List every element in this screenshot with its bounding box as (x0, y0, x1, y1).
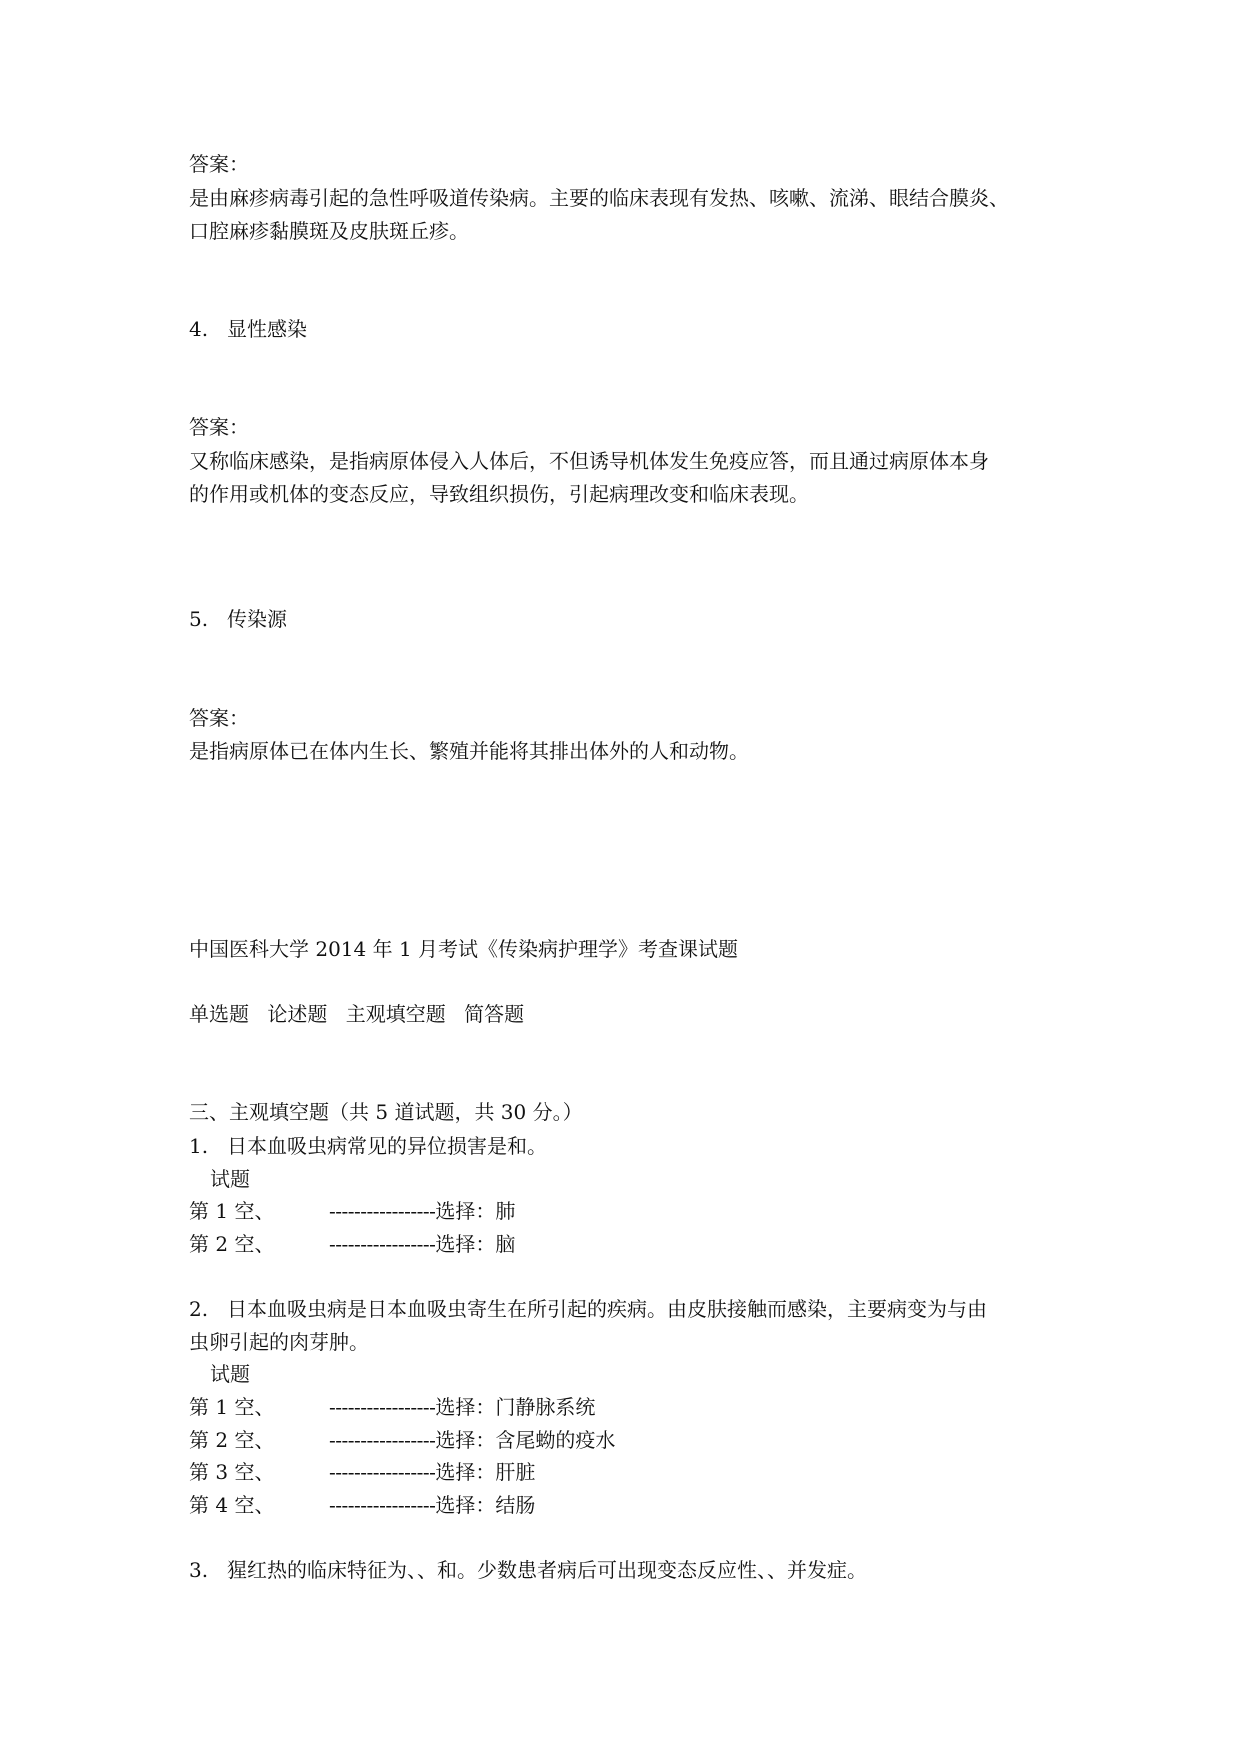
question-text: 猩红热的临床特征为、、和。少数患者病后可出现变态反应性、、并发症。 (227, 1558, 867, 1582)
blank-row (189, 1199, 515, 1223)
question-subtitle: 试题 (210, 1362, 250, 1386)
question-number: 2. (189, 1297, 209, 1321)
blank-dashes: ----------------- (329, 1395, 436, 1419)
section-link-essay[interactable]: 论述题 (267, 1002, 328, 1026)
blank-answer: 选择：肝脏 (435, 1460, 536, 1484)
blank-answer: 选择：肺 (435, 1199, 516, 1223)
answer-text: 是指病原体已在体内生长、繁殖并能将其排出体外的人和动物。 (189, 739, 749, 763)
blank-answer: 选择：脑 (435, 1232, 516, 1256)
answer-label: 答案： (189, 415, 249, 439)
answer-text: 口腔麻疹黏膜斑及皮肤斑丘疹。 (189, 219, 469, 243)
question-number: 1. (189, 1134, 209, 1158)
blank-index: 第 1 空、 (189, 1395, 275, 1419)
blank-index: 第 2 空、 (189, 1232, 275, 1256)
fill-question-3 (189, 1558, 867, 1582)
blank-row (189, 1395, 595, 1419)
answer-label: 答案： (189, 706, 249, 730)
blank-row (189, 1232, 515, 1256)
blank-row (189, 1493, 535, 1517)
blank-index: 第 2 空、 (189, 1428, 275, 1452)
question-title: 传染源 (227, 607, 287, 631)
question-4 (189, 317, 307, 341)
answer-text: 的作用或机体的变态反应，导致组织损伤，引起病理改变和临床表现。 (189, 482, 809, 506)
blank-row (189, 1428, 615, 1452)
blank-row (189, 1460, 535, 1484)
blank-answer: 选择：含尾蚴的疫水 (435, 1428, 616, 1452)
question-number: 4. (189, 317, 209, 341)
exam-title: 中国医科大学 2014 年 1 月考试《传染病护理学》考查课试题 (189, 937, 739, 961)
question-subtitle: 试题 (210, 1167, 250, 1191)
blank-dashes: ----------------- (329, 1428, 436, 1452)
blank-index: 第 1 空、 (189, 1199, 275, 1223)
blank-index: 第 3 空、 (189, 1460, 275, 1484)
blank-dashes: ----------------- (329, 1460, 436, 1484)
answer-text: 又称临床感染，是指病原体侵入人体后，不但诱导机体发生免疫应答，而且通过病原体本身 (189, 449, 989, 473)
question-number: 3. (189, 1558, 209, 1582)
blank-dashes: ----------------- (329, 1199, 436, 1223)
section-heading: 三、主观填空题（共 5 道试题，共 30 分。） (189, 1100, 583, 1124)
section-link-fill-blank[interactable]: 主观填空题 (345, 1002, 446, 1026)
blank-index: 第 4 空、 (189, 1493, 275, 1517)
blank-dashes: ----------------- (329, 1232, 436, 1256)
question-text: 日本血吸虫病常见的异位损害是和。 (227, 1134, 547, 1158)
question-title: 显性感染 (227, 317, 307, 341)
section-nav (189, 1002, 536, 1026)
fill-question-1 (189, 1134, 547, 1158)
blank-dashes: ----------------- (329, 1493, 436, 1517)
section-link-single-choice[interactable]: 单选题 (189, 1002, 249, 1026)
answer-text: 是由麻疹病毒引起的急性呼吸道传染病。主要的临床表现有发热、咳嗽、流涕、眼结合膜炎、 (189, 186, 1009, 210)
answer-label: 答案： (189, 152, 249, 176)
question-text-cont: 虫卵引起的肉芽肿。 (189, 1330, 369, 1354)
question-text: 日本血吸虫病是日本血吸虫寄生在所引起的疾病。由皮肤接触而感染，主要病变为与由 (227, 1297, 987, 1321)
blank-answer: 选择：结肠 (435, 1493, 536, 1517)
question-5 (189, 607, 287, 631)
question-number: 5. (189, 607, 209, 631)
blank-answer: 选择：门静脉系统 (435, 1395, 596, 1419)
fill-question-2 (189, 1297, 987, 1321)
section-link-short-answer[interactable]: 简答题 (464, 1002, 525, 1026)
